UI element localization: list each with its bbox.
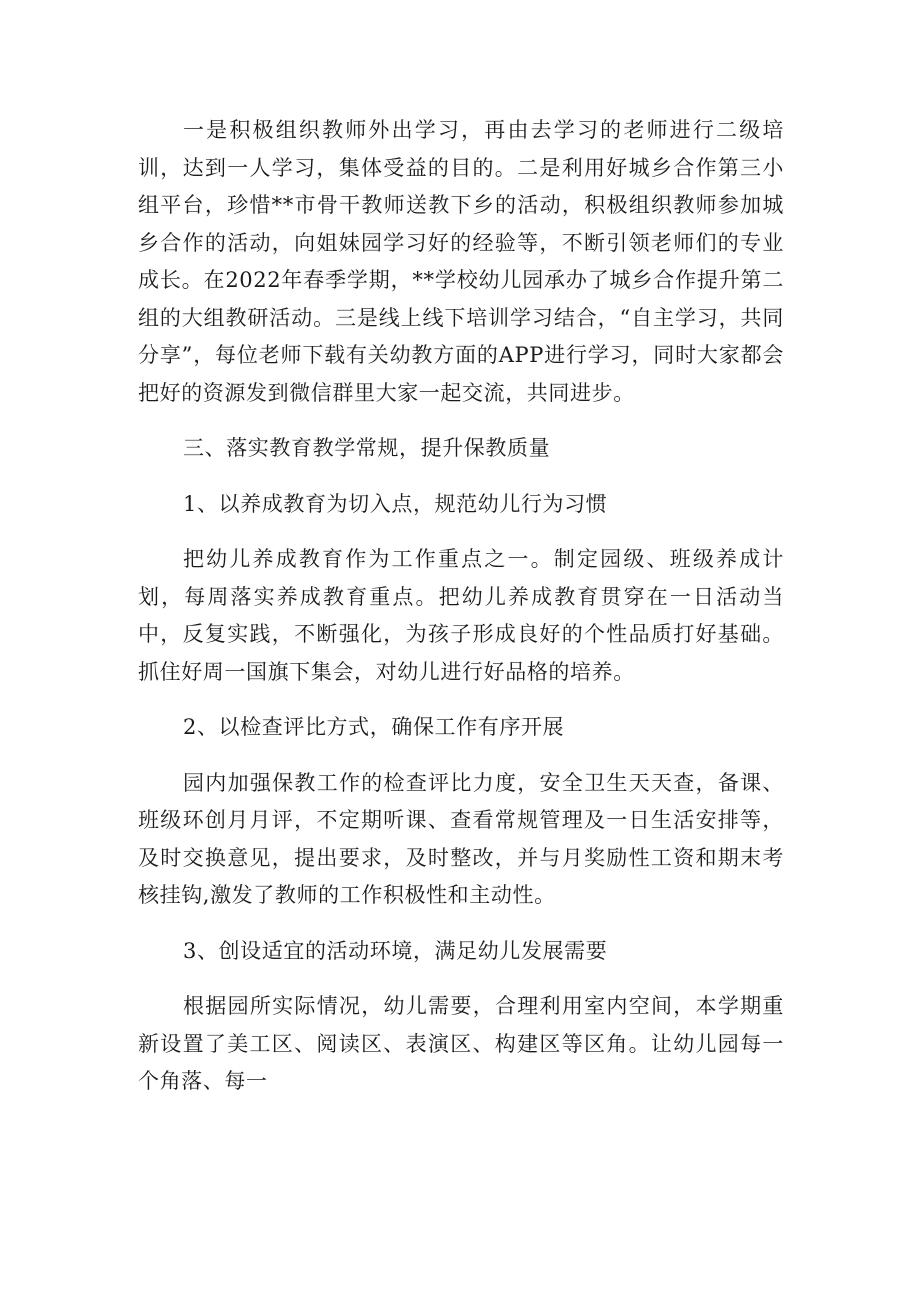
paragraph-environment: 根据园所实际情况，幼儿需要，合理利用室内空间，本学期重新设置了美工区、阅读区、表演区、构建区等区角。让幼儿园每一个角落、每一 — [138, 994, 784, 1093]
section-heading-three: 三、落实教育教学常规，提升保教质量 — [183, 436, 551, 460]
paragraph-training: 一是积极组织教师外出学习，再由去学习的老师进行二级培训，达到一人学习，集体受益的目的。二是利用好城乡合作第三小组平台，珍惜**市骨干教师送教下乡的活动，积极组织教师参加城乡合作的活动，向姐妹园学习好的经验等，不断引领老师们的专业成长。在2022年春季学期，**学校幼儿园承办了城乡合作提升第二组的大组教研活动。三是线上线下培训学习结合，“自主学习，共同分享”，每位老师下载有关幼教方面的APP进行学习，同时大家都会把好的资源发到微信群里大家一起交流，共同进步。 — [138, 118, 784, 405]
paragraph-inspection: 园内加强保教工作的检查评比力度，安全卫生天天查，备课、班级环创月月评，不定期听课、查看常规管理及一日生活安排等，及时交换意见，提出要求，及时整改，并与月奖励性工资和期末考核挂钩,激发了教师的工作积极性和主动性。 — [138, 770, 784, 907]
document-body — [138, 112, 784, 1101]
paragraph-habits: 把幼儿养成教育作为工作重点之一。制定园级、班级养成计划，每周落实养成教育重点。把幼儿养成教育贯穿在一日活动当中，反复实践，不断强化，为孩子形成良好的个性品质打好基础。抓住好周一国旗下集会，对幼儿进行好品格的培养。 — [138, 547, 784, 684]
subheading-one: 1、以养成教育为切入点，规范幼儿行为习惯 — [183, 491, 608, 516]
subheading-three: 3、创设适宜的活动环境，满足幼儿发展需要 — [183, 938, 608, 963]
subheading-two: 2、以检查评比方式，确保工作有序开展 — [183, 715, 565, 739]
